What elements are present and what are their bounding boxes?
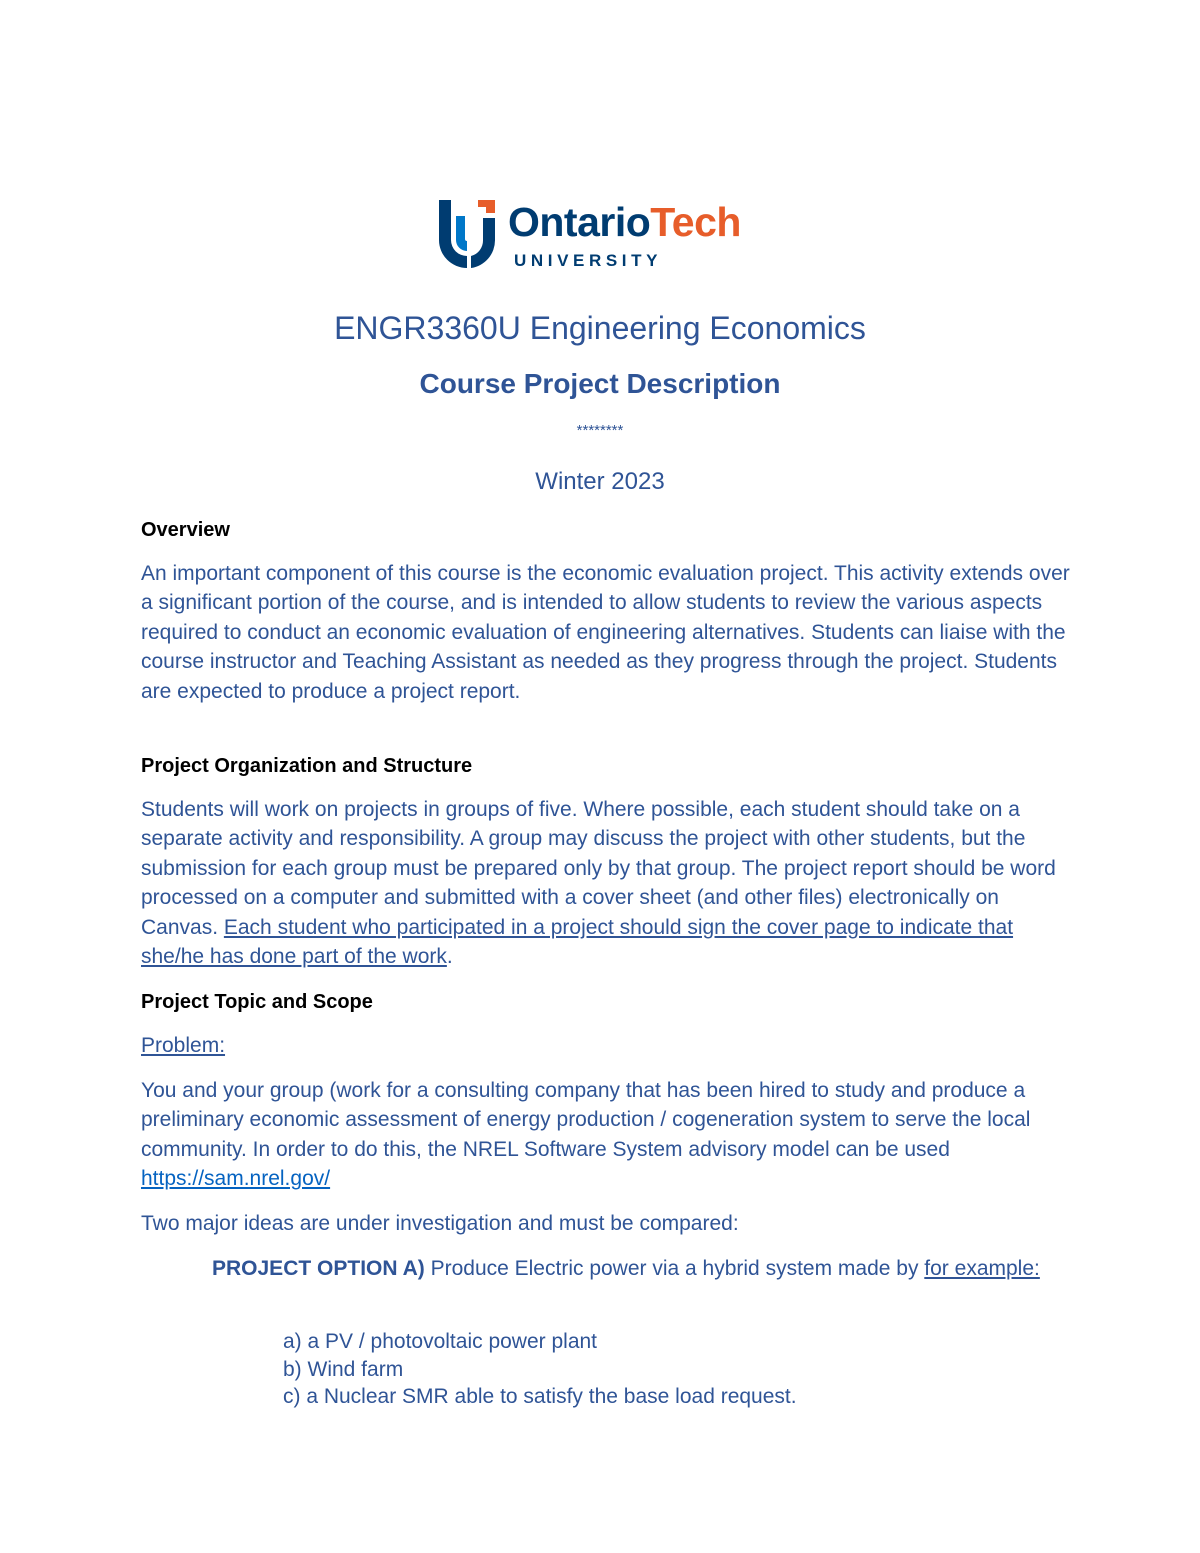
problem-label: [141, 1031, 1071, 1060]
document-subtitle: Course Project Description: [419, 368, 781, 399]
organization-underlined-text: Each student who participated in a project should sign the cover page to indicate that she/he has done part of the work: [141, 915, 1014, 969]
ontario-tech-logo: [434, 196, 774, 276]
sam-nrel-link[interactable]: https://sam.nrel.gov/: [141, 1167, 331, 1191]
separator-stars: ********: [576, 422, 624, 439]
option-label: PROJECT OPTION A): [212, 1257, 425, 1280]
organization-paragraph: [141, 795, 1071, 971]
topic-heading: Project Topic and Scope: [141, 991, 373, 1013]
organization-heading: Project Organization and Structure: [141, 755, 473, 777]
project-option-a: [212, 1254, 1072, 1283]
organization-end: .: [446, 945, 453, 969]
logo-wordmark: [508, 198, 741, 246]
course-title: ENGR3360U Engineering Economics: [334, 310, 866, 346]
list-item: c) a Nuclear SMR able to satisfy the base load request.: [283, 1385, 797, 1409]
ideas-paragraph: Two major ideas are under investigation and must be compared:: [141, 1212, 739, 1235]
logo-word-ontario: Ontario: [508, 199, 651, 245]
overview-heading: Overview: [141, 519, 230, 541]
problem-paragraph: [141, 1076, 1071, 1194]
logo-word-tech: Tech: [650, 199, 741, 245]
term-label: Winter 2023: [535, 468, 665, 495]
option-underlined: for example:: [924, 1257, 1040, 1280]
problem-text: You and your group (work for a consulting company that has been hired to study and produce a preliminary economic assessment of energy production / cogeneration system to serve the local community. In order to do this, the NREL Software System advisory model can be used: [141, 1079, 1031, 1161]
shield-logo-icon: [434, 196, 498, 272]
logo-word-university: UNIVERSITY: [514, 251, 663, 270]
problem-label-text: Problem:: [141, 1034, 226, 1057]
list-item: b) Wind farm: [283, 1357, 404, 1381]
overview-paragraph: An important component of this course is the economic evaluation project. This activity extends over a significant portion of the course, and is intended to allow students to review the various aspects required to conduct an economic evaluation of engineering alternatives. Students can liaise with the course instructor and Teaching Assistant as needed as they progress through the project. Students are expected to produce a project report.: [141, 562, 1070, 703]
list-item: a) a PV / photovoltaic power plant: [283, 1330, 598, 1353]
option-list: [283, 1328, 797, 1411]
organization-text: Students will work on projects in groups of five. Where possible, each student should take on a separate activity and responsibility. A group may discuss the project with other students, but the submission for each group must be prepared only by that group. The project report should be word processed on a computer and submitted with a cover sheet (and other files) electronically on Canvas.: [141, 798, 1056, 939]
option-text: Produce Electric power via a hybrid system made by: [424, 1257, 925, 1280]
